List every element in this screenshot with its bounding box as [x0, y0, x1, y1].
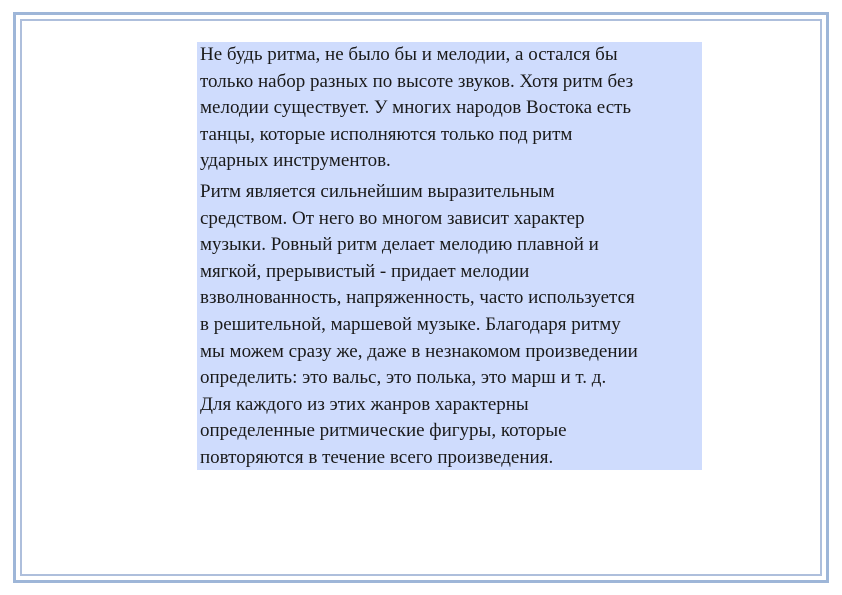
paragraph-rhythm-melody: Не будь ритма, не было бы и мелодии, а остался бы только набор разных по высоте звуков. Хотя ритм без мелодии существует. У многих народов Востока есть танцы, которые исполняются только под ритм ударных инструментов. [200, 44, 634, 172]
text-box [197, 42, 702, 470]
paragraph-rhythm-expression: Ритм является сильнейшим выразительным средством. От него во многом зависит характер музыки. Ровный ритм делает мелодию плавной и мягкой, прерывистый - придает мелодии взволнованность, напряженность, часто используется в решительной, маршевой музыке. Благодаря ритму мы можем сразу же, даже в незнакомом произведении определить: это вальс, это полька, это марш и т. д. Для каждого из этих жанров характерны определенные ритмические фигуры, которые повторяются в течение всего произведения. [200, 180, 638, 468]
